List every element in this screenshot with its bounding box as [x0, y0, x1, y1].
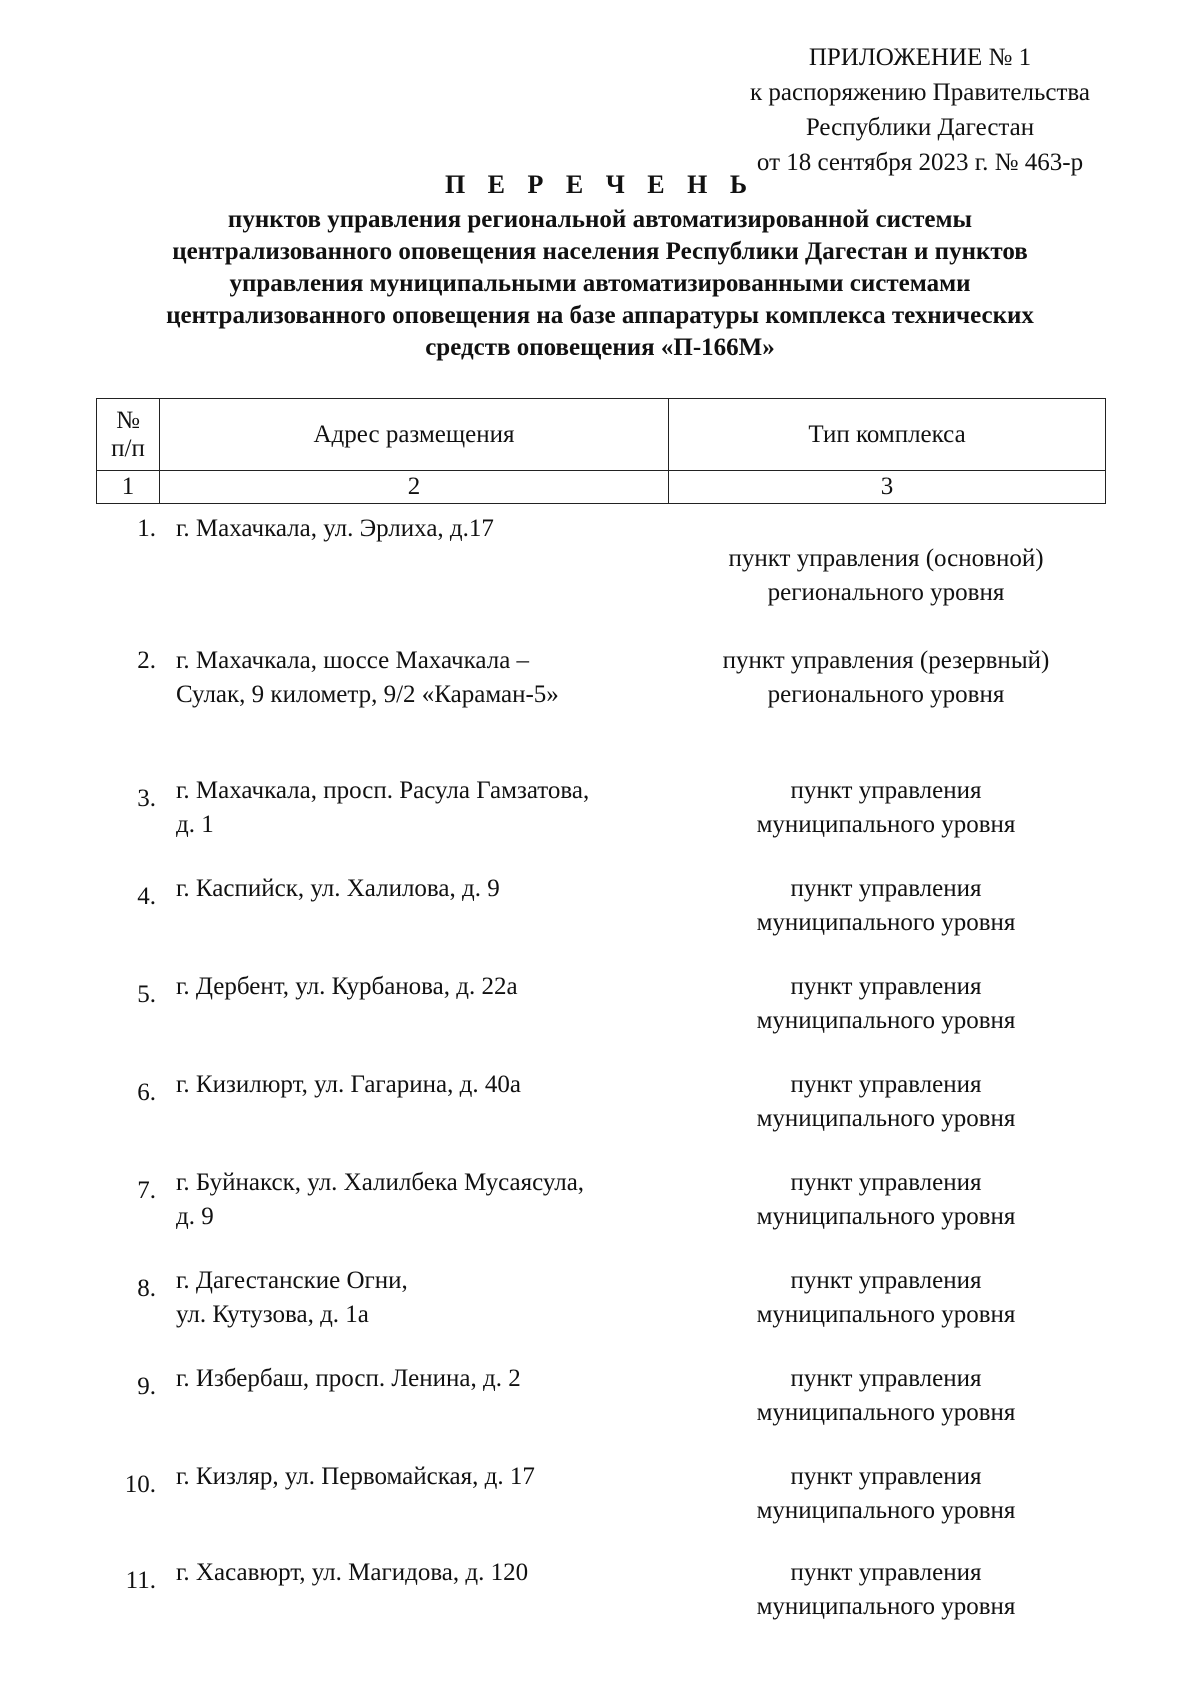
type-line: пункт управления: [790, 1365, 982, 1392]
row-type: [666, 644, 1106, 712]
row-number: 5.: [137, 981, 156, 1008]
type-line: муниципального уровня: [756, 1105, 1016, 1132]
header-num-sign: №: [116, 406, 140, 434]
subtitle-line: централизованного оповещения на базе аппаратуры комплекса технических: [166, 302, 1034, 329]
row-address: [176, 1068, 736, 1102]
row-address: [176, 512, 736, 546]
appendix-org: Республики Дагестан: [805, 114, 1035, 141]
row-type: [666, 1362, 1106, 1430]
row-number: 11.: [125, 1567, 156, 1594]
type-line: пункт управления: [790, 1559, 982, 1586]
type-line: пункт управления: [790, 777, 982, 804]
appendix-title: ПРИЛОЖЕНИЕ № 1: [808, 44, 1032, 71]
subtitle-line: управления муниципальными автоматизированными системами: [229, 270, 971, 297]
row-address: [176, 644, 736, 712]
row-type: [666, 872, 1106, 940]
document-subtitle: [100, 204, 1100, 364]
type-line: пункт управления: [790, 973, 982, 1000]
type-line: пункт управления: [790, 1463, 982, 1490]
type-line: пункт управления: [790, 1071, 982, 1098]
header-num: [97, 399, 160, 471]
subtitle-line: пунктов управления региональной автоматизированной системы: [227, 206, 973, 233]
address-line: г. Махачкала, ул. Эрлиха, д.17: [176, 515, 494, 542]
appendix-ref: к распоряжению Правительства: [749, 79, 1090, 106]
address-line: д. 1: [176, 811, 214, 838]
address-line: г. Избербаш, просп. Ленина, д. 2: [176, 1365, 521, 1392]
type-line: пункт управления: [790, 1267, 982, 1294]
row-number: 6.: [137, 1079, 156, 1106]
address-line: г. Махачкала, шоссе Махачкала –: [176, 647, 530, 674]
column-number: 1: [97, 471, 160, 504]
address-line: г. Хасавюрт, ул. Магидова, д. 120: [176, 1559, 529, 1586]
type-line: пункт управления (резервный): [722, 647, 1050, 674]
type-line: пункт управления: [790, 1169, 982, 1196]
row-number: 8.: [137, 1275, 156, 1302]
address-line: г. Дагестанские Огни,: [176, 1267, 408, 1294]
row-number: 2.: [137, 647, 156, 674]
row-number: 3.: [137, 785, 156, 812]
row-type: [666, 1460, 1106, 1528]
column-number: 2: [160, 471, 669, 504]
row-number: 1.: [137, 515, 156, 542]
type-line: муниципального уровня: [756, 811, 1016, 838]
row-type: [666, 542, 1106, 610]
type-line: регионального уровня: [767, 681, 1005, 708]
type-line: муниципального уровня: [756, 1497, 1016, 1524]
row-address: [176, 970, 736, 1004]
row-type: [666, 774, 1106, 842]
address-line: г. Кизляр, ул. Первомайская, д. 17: [176, 1463, 535, 1490]
column-number: 3: [669, 471, 1106, 504]
row-address: [176, 1460, 736, 1494]
address-line: д. 9: [176, 1203, 214, 1230]
type-line: муниципального уровня: [756, 1399, 1016, 1426]
appendix-date: от 18 сентября 2023 г. № 463-р: [756, 149, 1084, 176]
row-type: [666, 970, 1106, 1038]
type-line: регионального уровня: [767, 579, 1005, 606]
address-line: г. Буйнакск, ул. Халилбека Мусаясула,: [176, 1169, 585, 1196]
address-line: г. Дербент, ул. Курбанова, д. 22а: [176, 973, 518, 1000]
row-address: [176, 1166, 736, 1234]
row-number: 7.: [137, 1177, 156, 1204]
address-line: г. Махачкала, просп. Расула Гамзатова,: [176, 777, 590, 804]
type-line: муниципального уровня: [756, 1203, 1016, 1230]
table-header: [96, 398, 1106, 504]
subtitle-line: централизованного оповещения населения Республики Дагестан и пунктов: [172, 238, 1028, 265]
row-type: [666, 1068, 1106, 1136]
type-line: муниципального уровня: [756, 909, 1016, 936]
row-type: [666, 1166, 1106, 1234]
address-line: Сулак, 9 километр, 9/2 «Караман-5»: [176, 681, 559, 708]
header-address: Адрес размещения: [160, 399, 669, 471]
type-line: пункт управления (основной): [728, 545, 1044, 572]
address-line: ул. Кутузова, д. 1а: [176, 1301, 369, 1328]
type-line: муниципального уровня: [756, 1007, 1016, 1034]
header-type: Тип комплекса: [669, 399, 1106, 471]
subtitle-line: средств оповещения «П-166М»: [425, 334, 775, 361]
address-line: г. Кизилюрт, ул. Гагарина, д. 40а: [176, 1071, 521, 1098]
appendix-block: [700, 40, 1140, 180]
row-address: [176, 1556, 736, 1590]
row-number: 10.: [124, 1471, 156, 1498]
type-line: муниципального уровня: [756, 1301, 1016, 1328]
header-num-label: п/п: [111, 434, 145, 462]
type-line: муниципального уровня: [756, 1593, 1016, 1620]
row-number: 4.: [137, 883, 156, 910]
row-type: [666, 1264, 1106, 1332]
row-address: [176, 1362, 736, 1396]
row-address: [176, 774, 736, 842]
document-title: П Е Р Е Ч Е Н Ь: [444, 170, 756, 199]
row-address: [176, 872, 736, 906]
type-line: пункт управления: [790, 875, 982, 902]
address-line: г. Каспийск, ул. Халилова, д. 9: [176, 875, 500, 902]
row-address: [176, 1264, 736, 1332]
row-number: 9.: [137, 1373, 156, 1400]
row-type: [666, 1556, 1106, 1624]
